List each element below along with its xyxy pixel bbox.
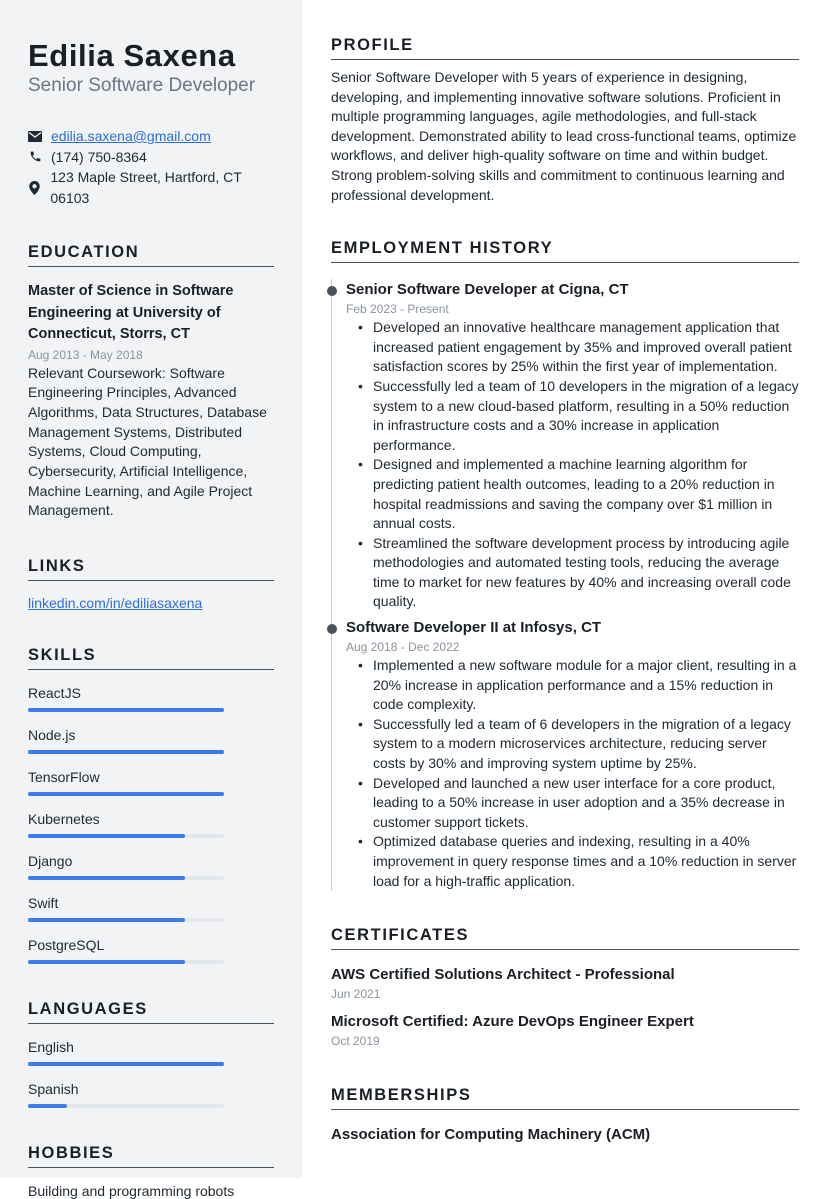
- education-degree: Master of Science in Software Engineering at University of Connecticut, Storrs, CT: [28, 283, 234, 342]
- skill-item: [28, 894, 274, 922]
- skills-section: [28, 646, 274, 964]
- level-bar-fill: [28, 918, 185, 922]
- languages-list: [28, 1038, 274, 1108]
- skill-name: Django: [28, 853, 73, 870]
- hobbies-section: [28, 1144, 274, 1199]
- job-bullet: • Developed an innovative healthcare management application that increased patient engagement by 35% and improved overall patient satisfaction scores by 25% within the first year of implementation.: [346, 318, 799, 377]
- level-bar-fill: [28, 876, 185, 880]
- skill-name: ReactJS: [28, 685, 81, 702]
- timeline-dot-icon: [327, 286, 337, 296]
- job-bullets: [346, 656, 799, 891]
- main-content: [302, 0, 833, 1178]
- skills-list: [28, 684, 274, 964]
- job-entry: [346, 617, 799, 891]
- skill-name: Swift: [28, 895, 59, 912]
- links-section: [28, 557, 274, 611]
- level-bar: [28, 750, 224, 754]
- skill-name: TensorFlow: [28, 769, 100, 786]
- employment-heading: EMPLOYMENT HISTORY: [331, 239, 799, 263]
- skill-item: [28, 936, 274, 964]
- employment-section: [331, 239, 799, 891]
- skill-name: Kubernetes: [28, 811, 100, 828]
- certificate-date: Oct 2019: [331, 1034, 380, 1049]
- languages-heading: LANGUAGES: [28, 1000, 274, 1024]
- level-bar: [28, 792, 224, 796]
- job-bullet: • Optimized database queries and indexing, resulting in a 40% improvement in query response times and a 10% reduction in server load for a high-traffic application.: [346, 832, 799, 891]
- sidebar: [0, 0, 302, 1199]
- phone-text: (174) 750-8364: [51, 148, 147, 165]
- skill-item: [28, 852, 274, 880]
- level-bar-fill: [28, 960, 185, 964]
- skill-item: [28, 768, 274, 796]
- certificate-name: AWS Certified Solutions Architect - Professional: [331, 966, 675, 984]
- skill-item: [28, 726, 274, 754]
- skill-name: Node.js: [28, 727, 76, 744]
- membership-item: Association for Computing Machinery (ACM): [331, 1126, 651, 1144]
- skills-heading: SKILLS: [28, 646, 274, 670]
- envelope-icon: [28, 129, 42, 143]
- memberships-section: [331, 1086, 799, 1145]
- hobbies-heading: HOBBIES: [28, 1144, 274, 1168]
- education-heading: EDUCATION: [28, 243, 274, 267]
- level-bar: [28, 1062, 224, 1066]
- job-bullets: [346, 318, 799, 612]
- memberships-heading: MEMBERSHIPS: [331, 1086, 799, 1110]
- education-description: Relevant Coursework: Software Engineering Principles, Advanced Algorithms, Data Structures, Database Management Systems, Distributed Systems, Cloud Computing, Cybersecurity, Artificial Intelligence, Machine Learning, and Agile Project Management.: [28, 364, 267, 519]
- education-section: [28, 243, 274, 521]
- job-title: Software Developer II at Infosys, CT: [346, 619, 602, 637]
- level-bar-fill: [28, 708, 224, 712]
- hobby-item: Building and programming robots: [28, 1183, 235, 1199]
- contact-block: [28, 126, 274, 208]
- contact-email-row: [28, 126, 274, 147]
- level-bar: [28, 918, 224, 922]
- job-entry: [346, 279, 799, 612]
- level-bar-fill: [28, 750, 224, 754]
- level-bar-fill: [28, 1062, 224, 1066]
- language-item: [28, 1080, 274, 1108]
- map-pin-icon: [28, 181, 41, 195]
- certificates-heading: CERTIFICATES: [331, 926, 799, 950]
- job-bullet: • Successfully led a team of 6 developers in the migration of a legacy system to a modern microservices architecture, reducing server costs by 30% and improving system uptime by 25%.: [346, 715, 799, 774]
- candidate-name: Edilia Saxena: [28, 38, 236, 73]
- timeline-dot-icon: [327, 624, 337, 634]
- job-bullet: • Designed and implemented a machine learning algorithm for predicting patient health outcomes, leading to a 20% reduction in hospital readmissions and saving the company over $1 million in annual costs.: [346, 455, 799, 533]
- job-bullet: • Implemented a new software module for a major client, resulting in a 20% increase in application performance and a 15% reduction in code complexity.: [346, 656, 799, 715]
- email-link[interactable]: edilia.saxena@gmail.com: [51, 128, 211, 144]
- skill-item: [28, 684, 274, 712]
- education-dates: Aug 2013 - May 2018: [28, 347, 143, 362]
- certificate-item: [331, 964, 799, 1003]
- candidate-title: Senior Software Developer: [28, 75, 256, 96]
- contact-address-row: [28, 167, 274, 208]
- employment-timeline: [331, 279, 799, 891]
- contact-phone-row: [28, 147, 274, 168]
- skill-item: [28, 810, 274, 838]
- job-dates: Aug 2018 - Dec 2022: [346, 640, 460, 655]
- skill-name: PostgreSQL: [28, 937, 105, 954]
- level-bar-fill: [28, 792, 224, 796]
- level-bar-fill: [28, 834, 185, 838]
- links-heading: LINKS: [28, 557, 274, 581]
- timeline-line: [331, 279, 332, 891]
- phone-icon: [28, 150, 42, 164]
- language-name: Spanish: [28, 1081, 79, 1098]
- languages-section: [28, 1000, 274, 1108]
- profile-heading: PROFILE: [331, 36, 799, 60]
- level-bar: [28, 708, 224, 712]
- level-bar: [28, 834, 224, 838]
- language-name: English: [28, 1039, 74, 1056]
- job-title: Senior Software Developer at Cigna, CT: [346, 281, 629, 299]
- certificate-item: [331, 1011, 799, 1050]
- level-bar: [28, 960, 224, 964]
- job-dates: Feb 2023 - Present: [346, 302, 449, 317]
- job-bullet: • Developed and launched a new user interface for a core product, leading to a 50% increase in user adoption and a 35% decrease in customer support tickets.: [346, 774, 799, 833]
- certificates-list: [331, 964, 799, 1050]
- certificates-section: [331, 926, 799, 1050]
- job-bullet: • Streamlined the software development process by introducing agile methodologies and automated testing tools, reducing the average time to market for new features by 40% and increasing overall code quality.: [346, 534, 799, 612]
- certificate-name: Microsoft Certified: Azure DevOps Engineer Expert: [331, 1013, 694, 1031]
- address-text: 123 Maple Street, Hartford, CT 06103: [50, 169, 242, 206]
- certificate-date: Jun 2021: [331, 987, 381, 1002]
- level-bar: [28, 876, 224, 880]
- profile-text: Senior Software Developer with 5 years of experience in designing, developing, and implementing innovative software solutions. Proficient in multiple programming languages, agile methodologies, and full-stack development. Demonstrated ability to lead cross-functional teams, optimize workflows, and deliver high-quality software on time and within budget. Strong problem-solving skills and commitment to continuous learning and professional development.: [331, 69, 797, 203]
- level-bar: [28, 1104, 224, 1108]
- language-item: [28, 1038, 274, 1066]
- job-bullet: • Successfully led a team of 10 developers in the migration of a legacy system to a new cloud-based platform, resulting in a 50% reduction in infrastructure costs and a 30% increase in application performance.: [346, 377, 799, 455]
- profile-section: [331, 36, 799, 205]
- linkedin-link[interactable]: linkedin.com/in/ediliasaxena: [28, 595, 203, 612]
- level-bar-fill: [28, 1104, 67, 1108]
